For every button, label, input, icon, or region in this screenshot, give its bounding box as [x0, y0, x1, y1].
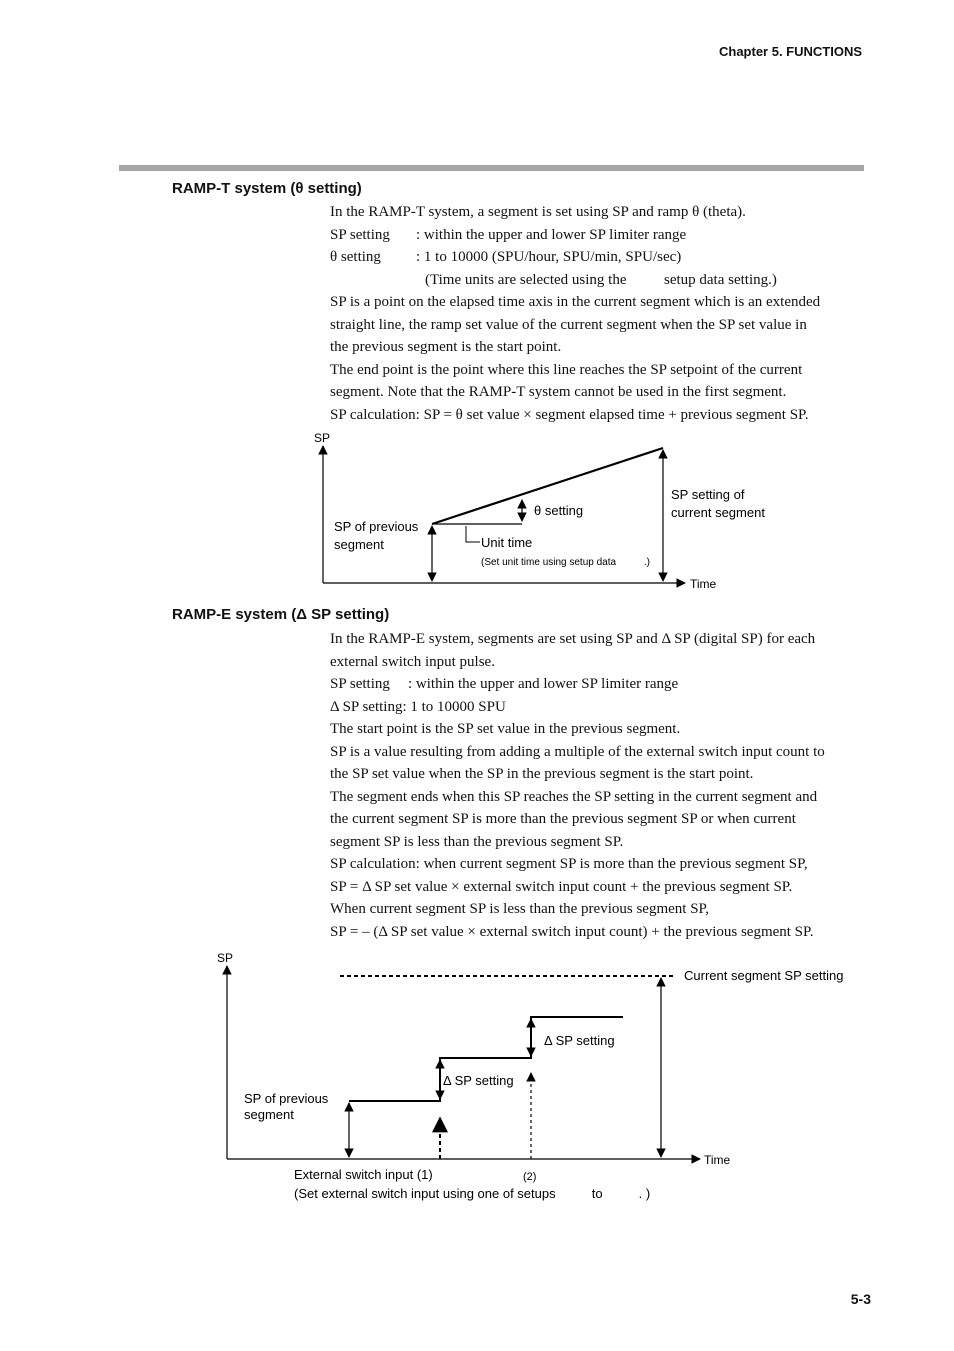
ramp-e-para2-l1: The segment ends when this SP reaches the SP setting in the current segment and: [330, 788, 818, 805]
ramp-e-para2-l3: segment SP is less than the previous segment SP.: [330, 833, 624, 850]
current-sp-label-l2: current segment: [671, 505, 765, 520]
ramp-t-para1-l1: SP is a point on the elapsed time axis in the current segment which is an extended: [330, 294, 821, 310]
prev-sp-label-l2: segment: [334, 537, 384, 552]
sp-setting-value: : within the upper and lower SP limiter range: [408, 676, 679, 692]
theta-setting-value: : 1 to 10000 (SPU/hour, SPU/min, SPU/sec): [416, 249, 682, 265]
unit-time-label: Unit time: [481, 535, 533, 550]
ramp-t-body: [330, 201, 862, 426]
ramp-t-para1-l2: straight line, the ramp set value of the current segment when the SP set value in: [330, 316, 807, 333]
time-units-note: (Time units are selected using the setup data setting.): [425, 271, 777, 288]
section-rule: [119, 165, 864, 171]
sp-setting-label: SP setting: [330, 226, 390, 243]
ramp-e-heading: RAMP-E system (Δ SP setting): [172, 606, 390, 623]
sp-setting-value: : within the upper and lower SP limiter range: [416, 226, 687, 243]
ramp-e-sp-row: [330, 673, 862, 696]
ramp-t-heading: RAMP-T system (θ setting): [172, 180, 362, 197]
ramp-e-calc-l3: When current segment SP is less than the previous segment SP,: [330, 901, 709, 917]
ext-switch-label: External switch input (1): [294, 1167, 433, 1182]
delta-sp-label-2: Δ SP setting: [544, 1033, 615, 1048]
ramp-e-calc-l2: SP = Δ SP set value × external switch input count + the previous segment SP.: [330, 878, 793, 895]
theta-setting-label: θ setting: [330, 249, 381, 265]
step-line: [349, 1017, 623, 1101]
ramp-t-figure: [300, 428, 765, 598]
pulse-2-label: (2): [523, 1171, 537, 1183]
ramp-e-start-point: The start point is the SP set value in the previous segment.: [330, 721, 681, 737]
ramp-e-intro-l1: In the RAMP-E system, segments are set using SP and Δ SP (digital SP) for each: [330, 631, 816, 647]
x-axis-label: Time: [704, 1153, 731, 1167]
delta-sp-label-1: Δ SP setting: [443, 1073, 514, 1088]
x-axis-label: Time: [690, 577, 717, 591]
ramp-t-sp-row: [330, 224, 862, 247]
ext-switch-note: (Set external switch input using one of setups to . ): [294, 1186, 651, 1201]
ramp-e-body: [330, 628, 862, 943]
ramp-e-para1-l2: the SP set value when the SP in the previous segment is the start point.: [330, 766, 754, 782]
chapter-header: Chapter 5. FUNCTIONS: [718, 44, 862, 59]
ramp-t-theta-row: [330, 246, 862, 269]
y-axis-label: SP: [314, 431, 331, 445]
ramp-e-figure: [200, 948, 880, 1210]
current-sp-label: Current segment SP setting: [684, 968, 844, 983]
ramp-t-para2-l1: The end point is the point where this line reaches the SP setpoint of the current: [330, 361, 803, 378]
page-number: 5-3: [850, 1291, 871, 1307]
prev-sp-label-l1: SP of previous: [244, 1091, 329, 1106]
prev-sp-label-l1: SP of previous: [334, 519, 419, 534]
delta-sp-setting-line: Δ SP setting: 1 to 10000 SPU: [330, 698, 506, 715]
ramp-t-para2-l2: segment. Note that the RAMP-T system cannot be used in the first segment.: [330, 384, 787, 400]
unit-time-note: (Set unit time using setup data .): [481, 557, 650, 568]
ramp-e-para2-l2: the current segment SP is more than the previous segment SP or when current: [330, 811, 796, 827]
prev-sp-label-l2: segment: [244, 1107, 294, 1122]
ramp-e-para1-l1: SP is a value resulting from adding a multiple of the external switch input count to: [330, 743, 825, 760]
y-axis-label: SP: [217, 951, 234, 965]
theta-setting-label: θ setting: [534, 503, 584, 518]
ramp-t-para1-l3: the previous segment is the start point.: [330, 339, 562, 355]
ramp-e-intro-l2: external switch input pulse.: [330, 653, 495, 670]
ramp-t-intro: In the RAMP-T system, a segment is set using SP and ramp θ (theta).: [330, 204, 746, 220]
current-sp-label-l1: SP setting of: [671, 487, 745, 502]
sp-setting-label: SP setting: [330, 676, 390, 692]
ramp-e-calc-l4: SP = – (Δ SP set value × external switch input count) + the previous segment SP.: [330, 923, 814, 940]
unit-time-leader: [466, 526, 480, 542]
ramp-t-calc: SP calculation: SP = θ set value × segment elapsed time + previous segment SP.: [330, 406, 809, 423]
ramp-e-calc-l1: SP calculation: when current segment SP is more than the previous segment SP,: [330, 856, 808, 872]
